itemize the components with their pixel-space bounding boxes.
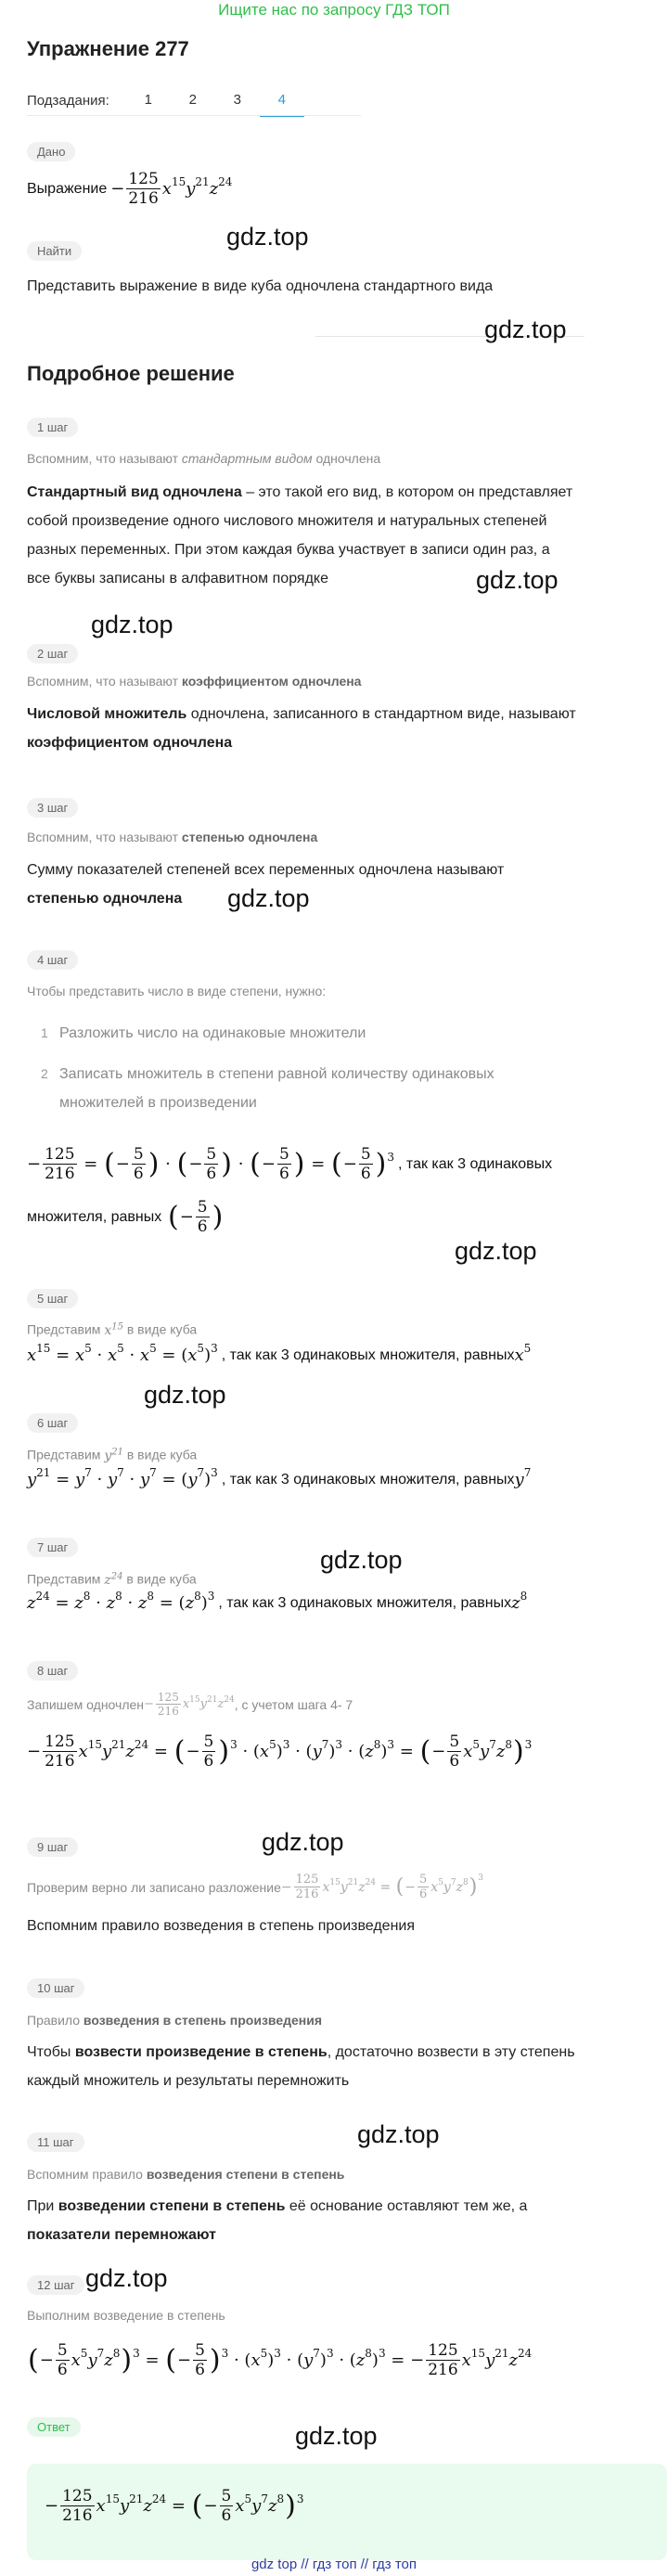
watermark: gdz.top	[320, 1546, 403, 1574]
answer-badge: Ответ	[27, 2417, 81, 2437]
solution-title: Подробное решение	[27, 362, 235, 385]
tabs-divider	[27, 115, 361, 116]
step-1-hint: Вспомним, что называют стандартным видом одночлена	[27, 451, 381, 466]
step-1-badge: 1 шаг	[27, 418, 78, 437]
step-11-line-1: При возведении степени в степень её основание оставляют тем же, а	[27, 2198, 528, 2214]
find-text: Представить выражение в виде куба одночлена стандартного вида	[27, 278, 494, 294]
answer-formula: − $\frac{125}{216}$ x $^{15}$ y $^{21}$ z $^{24}$ = ( − $\frac{5}{6}$ x $^5$ y $^7$ z $^8$ ) $^3$	[45, 2487, 304, 2525]
step-9-hint: Проверим верно ли записано разложение − $\frac{125}{216}$ x $^{15}$ y $^{21}$ z $^{24}$ = ( − $\frac{5}{6}$ x $^5$ y $^7$ z $^8$ ) $^3$	[27, 1873, 484, 1901]
step-5-hint: Представим $x^{15}$ в виде куба	[27, 1321, 198, 1338]
step-2-line-2: коэффициентом одночлена	[27, 735, 233, 751]
step-11-badge: 11 шаг	[27, 2132, 84, 2152]
step-4-formula-cont: множителя, равных ( − $\frac{5}{6}$ )	[27, 1198, 224, 1236]
step-1-line-1: Стандартный вид одночлена – это такой его вид, в котором он представляет	[27, 484, 573, 500]
watermark: gdz.top	[455, 1237, 537, 1265]
step-7-formula: z $^{24}$ = z $^8$ · z $^8$ · z $^8$ = ( z $^8$ ) $^3$ , так как 3 одинаковых множителя, равных z $^8$	[27, 1589, 528, 1613]
step-8-hint: Запишем одночлен − $\frac{125}{216}$ x $^{15}$ y $^{21}$ z $^{24}$ , с учетом шага 4- 7	[27, 1691, 353, 1718]
step-1-line-4: все буквы записаны в алфавитном порядке	[27, 571, 328, 586]
step-3-badge: 3 шаг	[27, 798, 78, 818]
watermark: gdz.top	[144, 1381, 226, 1409]
step-1-line-3: разных переменных. При этом каждая буква участвует в записи один раз, а	[27, 542, 550, 558]
step-7-hint: Представим $z^{24}$ в виде куба	[27, 1571, 197, 1588]
find-badge: Найти	[27, 241, 82, 261]
page-title: Упражнение 277	[27, 37, 189, 60]
step-2-line-1: Числовой множитель одночлена, записанного в стандартном виде, называют	[27, 706, 576, 722]
step-8-formula: − $\frac{125}{216}$ x $^{15}$ y $^{21}$ z $^{24}$ = ( − $\frac{5}{6}$ ) $^3$ · ( x $^5$ ) $^3$ · ( y $^7$ ) $^3$ · ( z $^8$ ) $^3$ = ( − $\frac{5}{6}$ x $^5$ y $^7$ z $^8$ ) $^3$	[27, 1732, 533, 1771]
watermark: gdz.top	[262, 1828, 344, 1856]
step-1-line-2: собой произведение одного числового множителя и натуральных степеней	[27, 513, 547, 529]
watermark: gdz.top	[91, 611, 173, 638]
watermark: gdz.top	[226, 223, 309, 251]
step-9-badge: 9 шаг	[27, 1837, 78, 1857]
step-2-hint: Вспомним, что называют коэффициентом одночлена	[27, 674, 362, 689]
step-4-hint: Чтобы представить число в виде степени, нужно:	[27, 984, 327, 998]
step-10-badge: 10 шаг	[27, 1978, 84, 1998]
tab-4[interactable]: 4	[260, 92, 304, 117]
subtask-tabs	[27, 88, 304, 113]
tab-3[interactable]: 3	[233, 92, 241, 108]
step-10-hint: Правило возведения в степень произведения	[27, 2013, 323, 2028]
step-10-line-2: каждый множитель и результаты перемножить	[27, 2073, 350, 2089]
footer-links[interactable]: gdz top // гдз топ // гдз топ	[250, 2557, 418, 2572]
step-11-line-2: показатели перемножают	[27, 2227, 216, 2243]
step-12-badge: 12 шаг	[27, 2275, 84, 2295]
given-badge: Дано	[27, 142, 75, 161]
watermark: gdz.top	[484, 316, 567, 343]
watermark: gdz.top	[357, 2120, 440, 2148]
step-11-hint: Вспомним правило возведения степени в степень	[27, 2167, 345, 2182]
step-5-formula: x $^{15}$ = x $^5$ · x $^5$ · x $^5$ = ( x $^5$ ) $^3$ , так как 3 одинаковых множителя, равных x $^5$	[27, 1341, 532, 1365]
step-3-hint: Вспомним, что называют степенью одночлена	[27, 830, 318, 844]
step-10-line-1: Чтобы возвести произведение в степень, достаточно возвести в эту степень	[27, 2044, 575, 2060]
watermark: gdz.top	[295, 2422, 378, 2450]
step-4-item-1: 1 Разложить число на одинаковые множители	[41, 1025, 366, 1041]
step-7-badge: 7 шаг	[27, 1538, 78, 1557]
tab-2[interactable]: 2	[188, 92, 197, 108]
step-4-badge: 4 шаг	[27, 950, 78, 970]
promo-banner[interactable]: Ищите нас по запросу ГДЗ ТОП	[218, 1, 450, 19]
watermark: gdz.top	[227, 884, 310, 912]
step-8-badge: 8 шаг	[27, 1661, 78, 1681]
step-6-formula: y $^{21}$ = y $^7$ · y $^7$ · y $^7$ = ( y $^7$ ) $^3$ , так как 3 одинаковых множителя, равных y $^7$	[27, 1465, 532, 1489]
subtasks-label: Подзадания:	[27, 93, 109, 109]
step-6-badge: 6 шаг	[27, 1413, 78, 1433]
watermark: gdz.top	[85, 2264, 168, 2292]
given-expr-label: Выражение	[27, 180, 108, 197]
step-6-hint: Представим $y^{21}$ в виде куба	[27, 1447, 198, 1463]
step-2-badge: 2 шаг	[27, 644, 78, 663]
step-4-item-2-cont: множителей в произведении	[59, 1095, 257, 1111]
step-5-badge: 5 шаг	[27, 1289, 78, 1308]
step-4-formula: − $\frac{125}{216}$ = ( − $\frac{5}{6}$ ) · ( − $\frac{5}{6}$ ) · ( − $\frac{5}{6}$ ) = ( − $\frac{5}{6}$ ) $^3$ , так как 3 одинаковых	[27, 1145, 553, 1183]
watermark: gdz.top	[476, 566, 559, 594]
given-expression: Выражение − $\frac{125}{216}$ x $^{15}$ y $^{21}$ z $^{24}$	[27, 170, 233, 208]
step-3-line-2: степенью одночлена	[27, 891, 183, 907]
step-4-item-2: 2 Записать множитель в степени равной количеству одинаковых	[41, 1066, 495, 1082]
step-3-line-1: Сумму показателей степеней всех переменных одночлена называют	[27, 862, 505, 878]
step-12-formula: ( − $\frac{5}{6}$ x $^5$ y $^7$ z $^8$ ) $^3$ = ( − $\frac{5}{6}$ ) $^3$ · ( x $^5$ ) $^3$ · ( y $^7$ ) $^3$ · ( z $^8$ ) $^3$ = − $\frac{125}{216}$ x $^{15}$ y $^{21}$ z $^{24}$	[28, 2341, 533, 2379]
step-9-text: Вспомним правило возведения в степень произведения	[27, 1918, 416, 1934]
tab-1[interactable]: 1	[144, 92, 152, 108]
step-12-hint: Выполним возведение в степень	[27, 2308, 225, 2323]
